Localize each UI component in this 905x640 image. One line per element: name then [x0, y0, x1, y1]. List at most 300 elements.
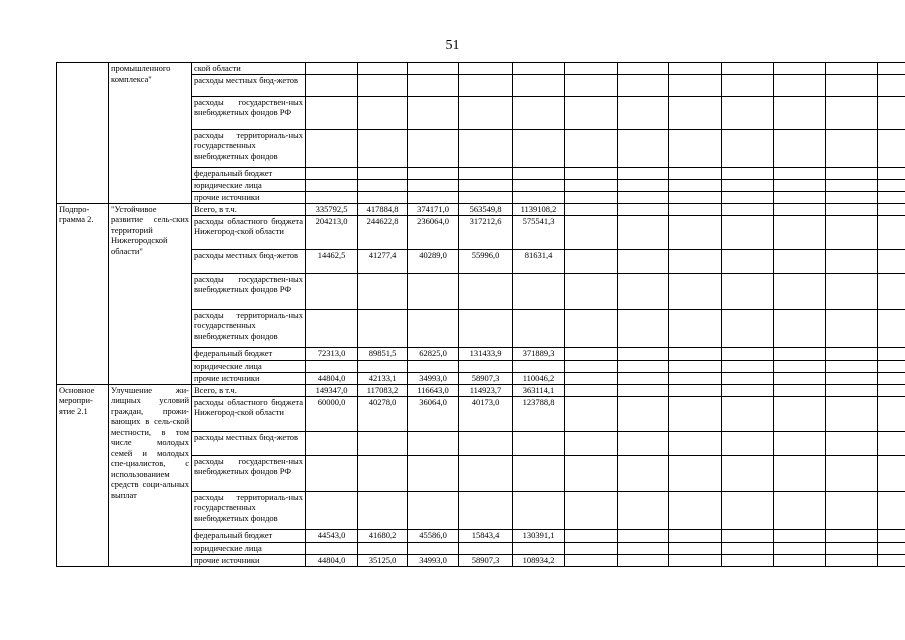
empty-cell [878, 529, 905, 542]
amount-cell [513, 542, 565, 554]
amount-cell [513, 74, 565, 96]
amount-cell: 108934,2 [513, 554, 565, 566]
empty-cell [774, 215, 826, 249]
empty-cell [618, 74, 669, 96]
empty-cell [826, 542, 878, 554]
amount-cell [408, 167, 459, 179]
empty-cell [618, 63, 669, 75]
empty-cell [878, 249, 905, 273]
amount-cell: 563549,8 [459, 203, 513, 215]
empty-cell [878, 215, 905, 249]
empty-cell [722, 129, 774, 167]
empty-cell [826, 529, 878, 542]
empty-cell [722, 203, 774, 215]
empty-cell [774, 455, 826, 491]
amount-cell: 40289,0 [408, 249, 459, 273]
empty-cell [565, 179, 618, 191]
empty-cell [826, 96, 878, 129]
amount-cell [513, 167, 565, 179]
amount-cell: 44804,0 [306, 554, 358, 566]
empty-cell [669, 215, 722, 249]
amount-cell: 417884,8 [358, 203, 408, 215]
funding-source-cell: расходы государствен-ных внебюджетных фондов РФ [192, 96, 306, 129]
empty-cell [722, 396, 774, 431]
empty-cell [722, 529, 774, 542]
amount-cell [358, 179, 408, 191]
empty-cell [878, 384, 905, 396]
empty-cell [774, 179, 826, 191]
empty-cell [878, 273, 905, 309]
funding-source-cell: ской области [192, 63, 306, 75]
funding-source-cell: юридические лица [192, 542, 306, 554]
amount-cell [306, 455, 358, 491]
empty-cell [774, 529, 826, 542]
amount-cell: 58907,3 [459, 372, 513, 384]
empty-cell [669, 309, 722, 347]
empty-cell [774, 96, 826, 129]
amount-cell [513, 179, 565, 191]
empty-cell [774, 384, 826, 396]
amount-cell [459, 74, 513, 96]
funding-source-cell: федеральный бюджет [192, 347, 306, 360]
amount-cell [459, 309, 513, 347]
amount-cell: 55996,0 [459, 249, 513, 273]
empty-cell [722, 191, 774, 203]
empty-cell [878, 203, 905, 215]
empty-cell [618, 431, 669, 455]
table-row [57, 384, 905, 396]
amount-cell [513, 273, 565, 309]
amount-cell [513, 63, 565, 75]
funding-source-cell: расходы областного бюджета Нижегород-ской области [192, 396, 306, 431]
empty-cell [669, 273, 722, 309]
funding-source-cell: юридические лица [192, 179, 306, 191]
empty-cell [878, 491, 905, 529]
amount-cell [408, 431, 459, 455]
empty-cell [878, 372, 905, 384]
funding-source-cell: федеральный бюджет [192, 529, 306, 542]
amount-cell [513, 191, 565, 203]
amount-cell [408, 191, 459, 203]
amount-cell: 317212,6 [459, 215, 513, 249]
funding-source-cell: расходы местных бюд-жетов [192, 431, 306, 455]
funding-source-cell: расходы местных бюд-жетов [192, 249, 306, 273]
empty-cell [774, 129, 826, 167]
amount-cell: 123788,8 [513, 396, 565, 431]
empty-cell [878, 167, 905, 179]
empty-cell [774, 309, 826, 347]
amount-cell [408, 96, 459, 129]
amount-cell: 42133,1 [358, 372, 408, 384]
empty-cell [774, 347, 826, 360]
amount-cell [358, 491, 408, 529]
empty-cell [826, 554, 878, 566]
empty-cell [618, 96, 669, 129]
empty-cell [669, 191, 722, 203]
amount-cell [358, 309, 408, 347]
amount-cell: 15843,4 [459, 529, 513, 542]
amount-cell [459, 491, 513, 529]
empty-cell [826, 491, 878, 529]
empty-cell [618, 167, 669, 179]
empty-cell [669, 360, 722, 372]
table-row [57, 203, 905, 215]
amount-cell [459, 129, 513, 167]
empty-cell [774, 249, 826, 273]
amount-cell: 40278,0 [358, 396, 408, 431]
empty-cell [826, 360, 878, 372]
funding-source-cell: расходы местных бюд-жетов [192, 74, 306, 96]
empty-cell [618, 249, 669, 273]
empty-cell [565, 384, 618, 396]
funding-source-cell: юридические лица [192, 360, 306, 372]
amount-cell: 34993,0 [408, 372, 459, 384]
amount-cell: 58907,3 [459, 554, 513, 566]
amount-cell [513, 129, 565, 167]
empty-cell [669, 74, 722, 96]
empty-cell [878, 396, 905, 431]
amount-cell [358, 455, 408, 491]
amount-cell: 335792,5 [306, 203, 358, 215]
empty-cell [878, 431, 905, 455]
amount-cell: 72313,0 [306, 347, 358, 360]
amount-cell: 44543,0 [306, 529, 358, 542]
empty-cell [618, 372, 669, 384]
empty-cell [722, 96, 774, 129]
empty-cell [722, 63, 774, 75]
empty-cell [669, 554, 722, 566]
amount-cell: 149347,0 [306, 384, 358, 396]
amount-cell [358, 129, 408, 167]
amount-cell [306, 179, 358, 191]
empty-cell [774, 191, 826, 203]
amount-cell: 41680,2 [358, 529, 408, 542]
amount-cell [358, 191, 408, 203]
amount-cell [306, 191, 358, 203]
empty-cell [878, 542, 905, 554]
amount-cell [513, 96, 565, 129]
empty-cell [618, 455, 669, 491]
empty-cell [826, 215, 878, 249]
amount-cell [459, 360, 513, 372]
amount-cell [306, 129, 358, 167]
funding-source-cell: расходы государствен-ных внебюджетных фондов РФ [192, 273, 306, 309]
funding-source-cell: Всего, в т.ч. [192, 203, 306, 215]
funding-source-cell: прочие источники [192, 554, 306, 566]
amount-cell: 40173,0 [459, 396, 513, 431]
amount-cell: 131433,9 [459, 347, 513, 360]
table-row [57, 63, 905, 75]
amount-cell [306, 542, 358, 554]
amount-cell [358, 273, 408, 309]
empty-cell [565, 63, 618, 75]
empty-cell [774, 431, 826, 455]
empty-cell [669, 179, 722, 191]
empty-cell [565, 167, 618, 179]
empty-cell [618, 347, 669, 360]
funding-table [56, 62, 905, 567]
empty-cell [774, 63, 826, 75]
amount-cell: 34993,0 [408, 554, 459, 566]
amount-cell [459, 273, 513, 309]
funding-source-cell: расходы территориаль-ных государственных внебюджетных фондов [192, 129, 306, 167]
empty-cell [618, 215, 669, 249]
empty-cell [618, 396, 669, 431]
amount-cell [459, 455, 513, 491]
empty-cell [722, 179, 774, 191]
amount-cell: 35125,0 [358, 554, 408, 566]
empty-cell [722, 360, 774, 372]
empty-cell [878, 96, 905, 129]
empty-cell [826, 179, 878, 191]
empty-cell [618, 203, 669, 215]
amount-cell [306, 491, 358, 529]
funding-source-cell: расходы территориаль-ных государственных внебюджетных фондов [192, 309, 306, 347]
amount-cell [408, 360, 459, 372]
empty-cell [878, 309, 905, 347]
empty-cell [826, 249, 878, 273]
funding-source-cell: федеральный бюджет [192, 167, 306, 179]
empty-cell [722, 215, 774, 249]
amount-cell [408, 74, 459, 96]
empty-cell [826, 372, 878, 384]
empty-cell [878, 554, 905, 566]
amount-cell [358, 431, 408, 455]
amount-cell [358, 360, 408, 372]
empty-cell [878, 179, 905, 191]
empty-cell [669, 491, 722, 529]
empty-cell [565, 396, 618, 431]
empty-cell [826, 384, 878, 396]
amount-cell [306, 96, 358, 129]
empty-cell [669, 396, 722, 431]
amount-cell [408, 455, 459, 491]
empty-cell [669, 529, 722, 542]
amount-cell [459, 63, 513, 75]
amount-cell [459, 431, 513, 455]
empty-cell [618, 360, 669, 372]
empty-cell [618, 384, 669, 396]
empty-cell [878, 360, 905, 372]
empty-cell [565, 96, 618, 129]
empty-cell [878, 74, 905, 96]
empty-cell [878, 455, 905, 491]
empty-cell [669, 347, 722, 360]
empty-cell [618, 273, 669, 309]
amount-cell [306, 167, 358, 179]
amount-cell [306, 431, 358, 455]
amount-cell: 116643,0 [408, 384, 459, 396]
amount-cell: 575541,3 [513, 215, 565, 249]
empty-cell [826, 347, 878, 360]
empty-cell [669, 167, 722, 179]
amount-cell [306, 360, 358, 372]
empty-cell [774, 491, 826, 529]
empty-cell [774, 167, 826, 179]
empty-cell [774, 396, 826, 431]
program-level-cell: Основное меропри-ятие 2.1 [57, 384, 109, 566]
empty-cell [722, 273, 774, 309]
empty-cell [722, 431, 774, 455]
empty-cell [878, 129, 905, 167]
amount-cell: 114923,7 [459, 384, 513, 396]
empty-cell [669, 96, 722, 129]
empty-cell [826, 74, 878, 96]
empty-cell [722, 384, 774, 396]
empty-cell [565, 431, 618, 455]
empty-cell [774, 554, 826, 566]
amount-cell [459, 96, 513, 129]
amount-cell [459, 179, 513, 191]
amount-cell [408, 63, 459, 75]
empty-cell [565, 74, 618, 96]
empty-cell [669, 384, 722, 396]
amount-cell: 1139108,2 [513, 203, 565, 215]
empty-cell [565, 309, 618, 347]
empty-cell [826, 455, 878, 491]
page-number: 51 [445, 38, 460, 53]
amount-cell: 36064,0 [408, 396, 459, 431]
empty-cell [669, 431, 722, 455]
empty-cell [669, 542, 722, 554]
empty-cell [774, 273, 826, 309]
amount-cell [358, 96, 408, 129]
empty-cell [565, 554, 618, 566]
empty-cell [826, 191, 878, 203]
empty-cell [722, 372, 774, 384]
empty-cell [565, 542, 618, 554]
amount-cell [513, 491, 565, 529]
empty-cell [565, 129, 618, 167]
funding-source-cell: расходы территориаль-ных государственных внебюджетных фондов [192, 491, 306, 529]
empty-cell [565, 273, 618, 309]
funding-source-cell: расходы областного бюджета Нижегород-ской области [192, 215, 306, 249]
empty-cell [774, 372, 826, 384]
program-name-cell: "Устойчивое развитие сель-ских территорий Нижегородской области" [109, 203, 192, 384]
empty-cell [722, 249, 774, 273]
amount-cell [408, 273, 459, 309]
amount-cell [408, 129, 459, 167]
empty-cell [826, 167, 878, 179]
empty-cell [565, 491, 618, 529]
empty-cell [669, 129, 722, 167]
funding-source-cell: Всего, в т.ч. [192, 384, 306, 396]
empty-cell [669, 455, 722, 491]
amount-cell [459, 191, 513, 203]
empty-cell [565, 249, 618, 273]
amount-cell: 89851,5 [358, 347, 408, 360]
empty-cell [618, 309, 669, 347]
empty-cell [618, 129, 669, 167]
empty-cell [618, 491, 669, 529]
empty-cell [565, 372, 618, 384]
amount-cell [306, 74, 358, 96]
empty-cell [618, 542, 669, 554]
amount-cell [408, 179, 459, 191]
funding-source-cell: прочие источники [192, 191, 306, 203]
empty-cell [565, 191, 618, 203]
amount-cell: 244622,8 [358, 215, 408, 249]
amount-cell: 236064,0 [408, 215, 459, 249]
empty-cell [565, 529, 618, 542]
amount-cell [306, 309, 358, 347]
amount-cell: 45586,0 [408, 529, 459, 542]
program-name-cell: Улучшение жи-лищных условий граждан, прожи-вающих в сель-ской местности, в том числе молодых семей и молодых спе-циалистов, с использованием средств соци-альных выплат [109, 384, 192, 566]
amount-cell: 374171,0 [408, 203, 459, 215]
amount-cell [513, 455, 565, 491]
empty-cell [722, 309, 774, 347]
empty-cell [722, 347, 774, 360]
empty-cell [826, 203, 878, 215]
empty-cell [722, 491, 774, 529]
amount-cell: 110046,2 [513, 372, 565, 384]
amount-cell [408, 542, 459, 554]
empty-cell [826, 273, 878, 309]
amount-cell: 41277,4 [358, 249, 408, 273]
funding-source-cell: расходы государствен-ных внебюджетных фондов РФ [192, 455, 306, 491]
empty-cell [826, 63, 878, 75]
empty-cell [565, 347, 618, 360]
empty-cell [565, 215, 618, 249]
empty-cell [618, 191, 669, 203]
empty-cell [826, 309, 878, 347]
empty-cell [878, 191, 905, 203]
empty-cell [722, 167, 774, 179]
amount-cell [306, 63, 358, 75]
amount-cell: 14462,5 [306, 249, 358, 273]
empty-cell [722, 455, 774, 491]
empty-cell [565, 455, 618, 491]
empty-cell [618, 179, 669, 191]
empty-cell [774, 74, 826, 96]
empty-cell [618, 554, 669, 566]
amount-cell: 117083,2 [358, 384, 408, 396]
empty-cell [826, 129, 878, 167]
amount-cell [513, 309, 565, 347]
amount-cell [408, 491, 459, 529]
empty-cell [669, 249, 722, 273]
amount-cell: 363114,1 [513, 384, 565, 396]
program-level-cell [57, 63, 109, 204]
amount-cell: 44804,0 [306, 372, 358, 384]
empty-cell [826, 396, 878, 431]
empty-cell [618, 529, 669, 542]
empty-cell [565, 203, 618, 215]
empty-cell [565, 360, 618, 372]
empty-cell [669, 203, 722, 215]
empty-cell [774, 203, 826, 215]
amount-cell [358, 542, 408, 554]
amount-cell [513, 431, 565, 455]
funding-source-cell: прочие источники [192, 372, 306, 384]
amount-cell [358, 167, 408, 179]
empty-cell [669, 372, 722, 384]
amount-cell [513, 360, 565, 372]
empty-cell [669, 63, 722, 75]
amount-cell [358, 74, 408, 96]
amount-cell [306, 273, 358, 309]
empty-cell [878, 347, 905, 360]
amount-cell [408, 309, 459, 347]
empty-cell [774, 542, 826, 554]
table-body [57, 63, 905, 567]
amount-cell [459, 542, 513, 554]
amount-cell: 204213,0 [306, 215, 358, 249]
amount-cell: 371889,3 [513, 347, 565, 360]
amount-cell [459, 167, 513, 179]
empty-cell [722, 542, 774, 554]
amount-cell: 62825,0 [408, 347, 459, 360]
